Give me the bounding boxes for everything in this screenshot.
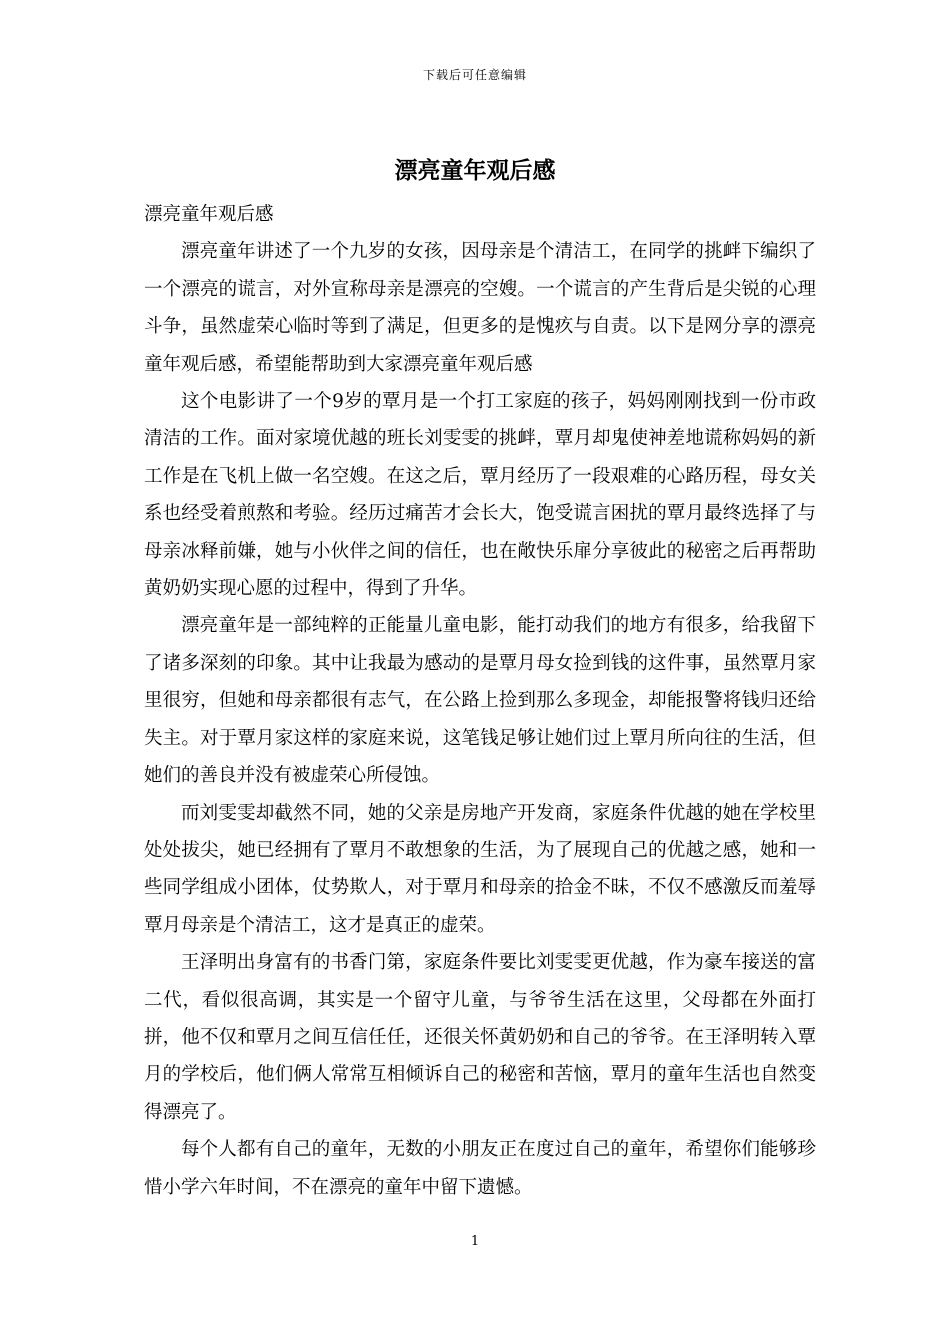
document-title: 漂亮童年观后感 (394, 157, 556, 184)
document-body (144, 196, 816, 1206)
paragraph: 王泽明出身富有的书香门第，家庭条件要比刘雯雯更优越，作为豪车接送的富二代，看似很高调，其实是一个留守儿童，与爷爷生活在这里，父母都在外面打拼，他不仅和覃月之间互信任任，还很关怀黄奶奶和自己的爷爷。在王泽明转入覃月的学校后，他们俩人常常互相倾诉自己的秘密和苦恼，覃月的童年生活也自然变得漂亮了。 (144, 952, 816, 1123)
page-number: 1 (470, 1234, 480, 1249)
document-subtitle: 漂亮童年观后感 (144, 204, 274, 225)
header-note: 下载后可任意编辑 (422, 68, 527, 82)
paragraph: 这个电影讲了一个9岁的覃月是一个打工家庭的孩子，妈妈刚刚找到一份市政清洁的工作。面对家境优越的班长刘雯雯的挑衅，覃月却鬼使神差地谎称妈妈的新工作是在飞机上做一名空嫂。在这之后，覃月经历了一段艰难的心路历程，母女关系也经受着煎熬和考验。经历过痛苦才会长大，饱受谎言困扰的覃月最终选择了与母亲冰释前嫌，她与小伙伴之间的信任，也在敞快乐扉分享彼此的秘密之后再帮助黄奶奶实现心愿的过程中，得到了升华。 (144, 391, 816, 600)
paragraph: 漂亮童年是一部纯粹的正能量儿童电影，能打动我们的地方有很多，给我留下了诸多深刻的印象。其中让我最为感动的是覃月母女捡到钱的这件事，虽然覃月家里很穷，但她和母亲都很有志气，在公路上捡到那么多现金，却能报警将钱归还给失主。对于覃月家这样的家庭来说，这笔钱足够让她们过上覃月所向往的生活，但她们的善良并没有被虚荣心所侵蚀。 (144, 615, 816, 787)
paragraph: 每个人都有自己的童年，无数的小朋友正在度过自己的童年，希望你们能够珍惜小学六年时间，不在漂亮的童年中留下遗憾。 (144, 1139, 816, 1198)
paragraph: 漂亮童年讲述了一个九岁的女孩，因母亲是个清洁工，在同学的挑衅下编织了一个漂亮的谎言，对外宣称母亲是漂亮的空嫂。一个谎言的产生背后是尖锐的心理斗争，虽然虚荣心临时等到了满足，但更多的是愧疚与自责。以下是网分享的漂亮童年观后感，希望能帮助到大家漂亮童年观后感 (144, 241, 816, 375)
paragraph: 而刘雯雯却截然不同，她的父亲是房地产开发商，家庭条件优越的她在学校里处处拔尖，她已经拥有了覃月不敢想象的生活，为了展现自己的优越之感，她和一些同学组成小团体，仗势欺人，对于覃月和母亲的拾金不昧，不仅不感激反而羞辱覃月母亲是个清洁工，这才是真正的虚荣。 (144, 802, 816, 936)
